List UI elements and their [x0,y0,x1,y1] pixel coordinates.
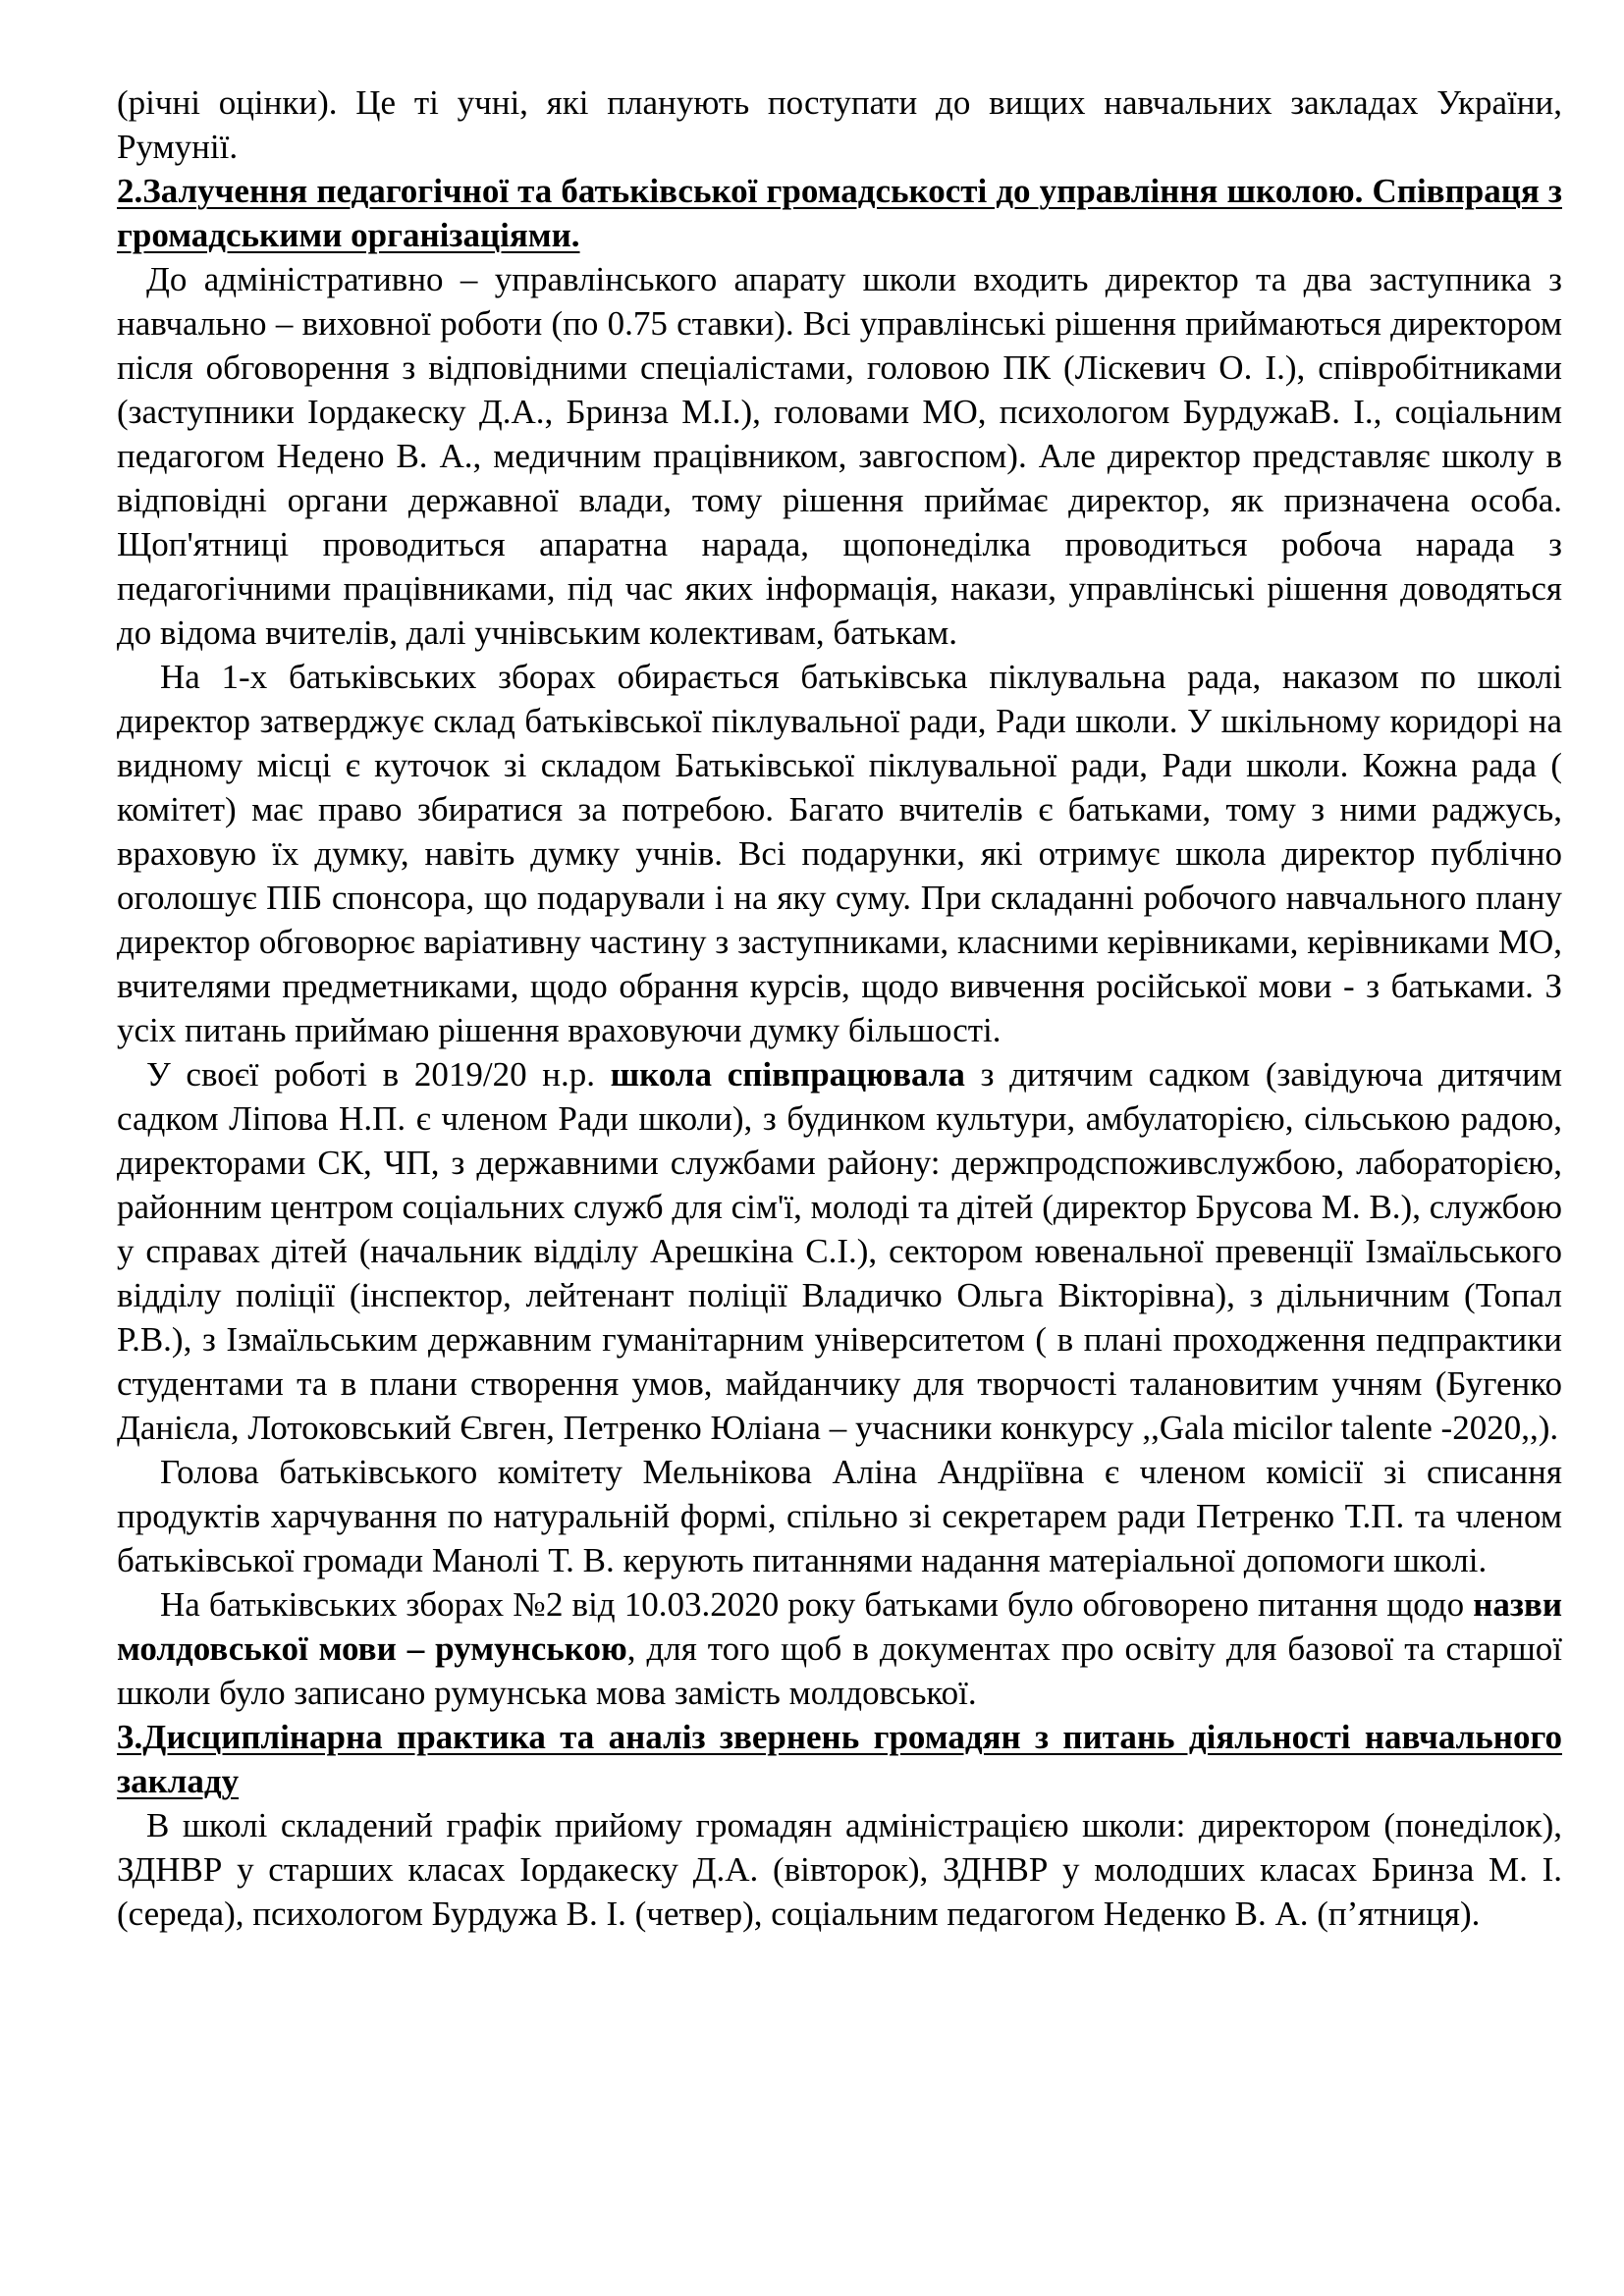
cooperation-text-start: У своєї роботі в 2019/20 н.р. [146,1055,611,1094]
section-2-heading: 2.Залучення педагогічної та батьківської громадськості до управління школою. Співпраця з громадськими організаціями. [117,172,1562,254]
document-page [117,80,1562,1936]
intro-paragraph: (річні оцінки). Це ті учні, які планують поступати до вищих навчальних закладах України, Румунії. [117,83,1562,166]
cooperation-text-end: з дитячим садком (завідуюча дитячим садком Ліпова Н.П. є членом Ради школи), з будинком культури, амбулаторією, сільською радою, директорами СК, ЧП, з державними службами району: держпродспоживслужбою, лабораторією, районним центром соціальних служб для сім'ї, молоді та дітей (директор Брусова М. В.), службою у справах дітей (начальник відділу Арешкіна С.І.), сектором ювенальної превенції Ізмаїльського відділу поліції (інспектор, лейтенант поліції Владичко Ольга Вікторівна), з дільничним (Топал Р.В.), з Ізмаїльським державним гуманітарним університетом ( в плані проходження педпрактики студентами та в плани створення умов, майданчику для творчості талановитим учням (Бугенко Данієла, Лотоковський Євген, Петренко Юліана – учасники конкурсу ,,Gala micilor talente -2020,,). [117,1055,1562,1447]
section-3-heading: 3.Дисциплінарна практика та аналіз звернень громадян з питань діяльності навчального закладу [117,1718,1562,1800]
cooperation-bold-text: школа співпрацювала [610,1055,965,1094]
administration-paragraph: До адміністративно – управлінського апарату школи входить директор та два заступника з навчально – виховної роботи (по 0.75 ставки). Всі управлінські рішення приймаються директором після обговорення з відповідними спеціалістами, головою ПК (Ліскевич О. І.), співробітниками (заступники Іордакеску Д.А., Бринза М.І.), головами МО, психологом БурдужаВ. І., соціальним педагогом Недено В. А., медичним працівником, завгоспом). Але директор представляє школу в відповідні органи державної влади, тому рішення приймає директор, як призначена особа. Щоп'ятниці проводиться апаратна нарада, щопонеділка проводиться робоча нарада з педагогічними працівниками, під час яких інформація, накази, управлінські рішення доводяться до відома вчителів, далі учнівським колективам, батькам. [117,260,1562,652]
meeting-bold-text: назви молдовської мови – румунською [117,1585,1562,1668]
committee-head-paragraph: Голова батьківського комітету Мельнікова Аліна Андріївна є членом комісії зі списання продуктів харчування по натуральній формі, спільно зі секретарем ради Петренко Т.П. та членом батьківської громади Манолі Т. В. керують питаннями надання матеріальної допомоги школі. [117,1453,1562,1579]
parents-council-paragraph: На 1-х батьківських зборах обирається батьківська піклувальна рада, наказом по школі директор затверджує склад батьківської піклувальної ради, Ради школи. У шкільному коридорі на видному місці є куточок зі складом Батьківської піклувальної ради, Ради школи. Кожна рада ( комітет) має право збиратися за потребою. Багато вчителів є батьками, тому з ними раджусь, враховую їх думку, навіть думку учнів. Всі подарунки, які отримує школа директор публічно оголошує ПІБ спонсора, що подарували і на яку суму. При складанні робочого навчального плану директор обговорює варіативну частину з заступниками, класними керівниками, керівниками МО, вчителями предметниками, щодо обрання курсів, щодо вивчення російської мови - з батьками. З усіх питань приймаю рішення враховуючи думку більшості. [117,658,1562,1049]
cooperation-paragraph [117,1052,1562,1450]
meeting-text-end: , для того щоб в документах про освіту для базової та старшої школи було записано румунська мова замість молдовської. [117,1629,1562,1712]
meeting-text-start: На батьківських зборах №2 від 10.03.2020 року батьками було обговорено питання щодо [160,1585,1474,1624]
parents-meeting-paragraph [117,1582,1562,1715]
reception-schedule-paragraph: В школі складений графік прийому громадян адміністрацією школи: директором (понеділок), ЗДНВР у старших класах Іордакеску Д.А. (вівторок), ЗДНВР у молодших класах Бринза М. І. (середа), психологом Бурдужа В. І. (четвер), соціальним педагогом Неденко В. А. (п’ятниця). [117,1806,1562,1933]
